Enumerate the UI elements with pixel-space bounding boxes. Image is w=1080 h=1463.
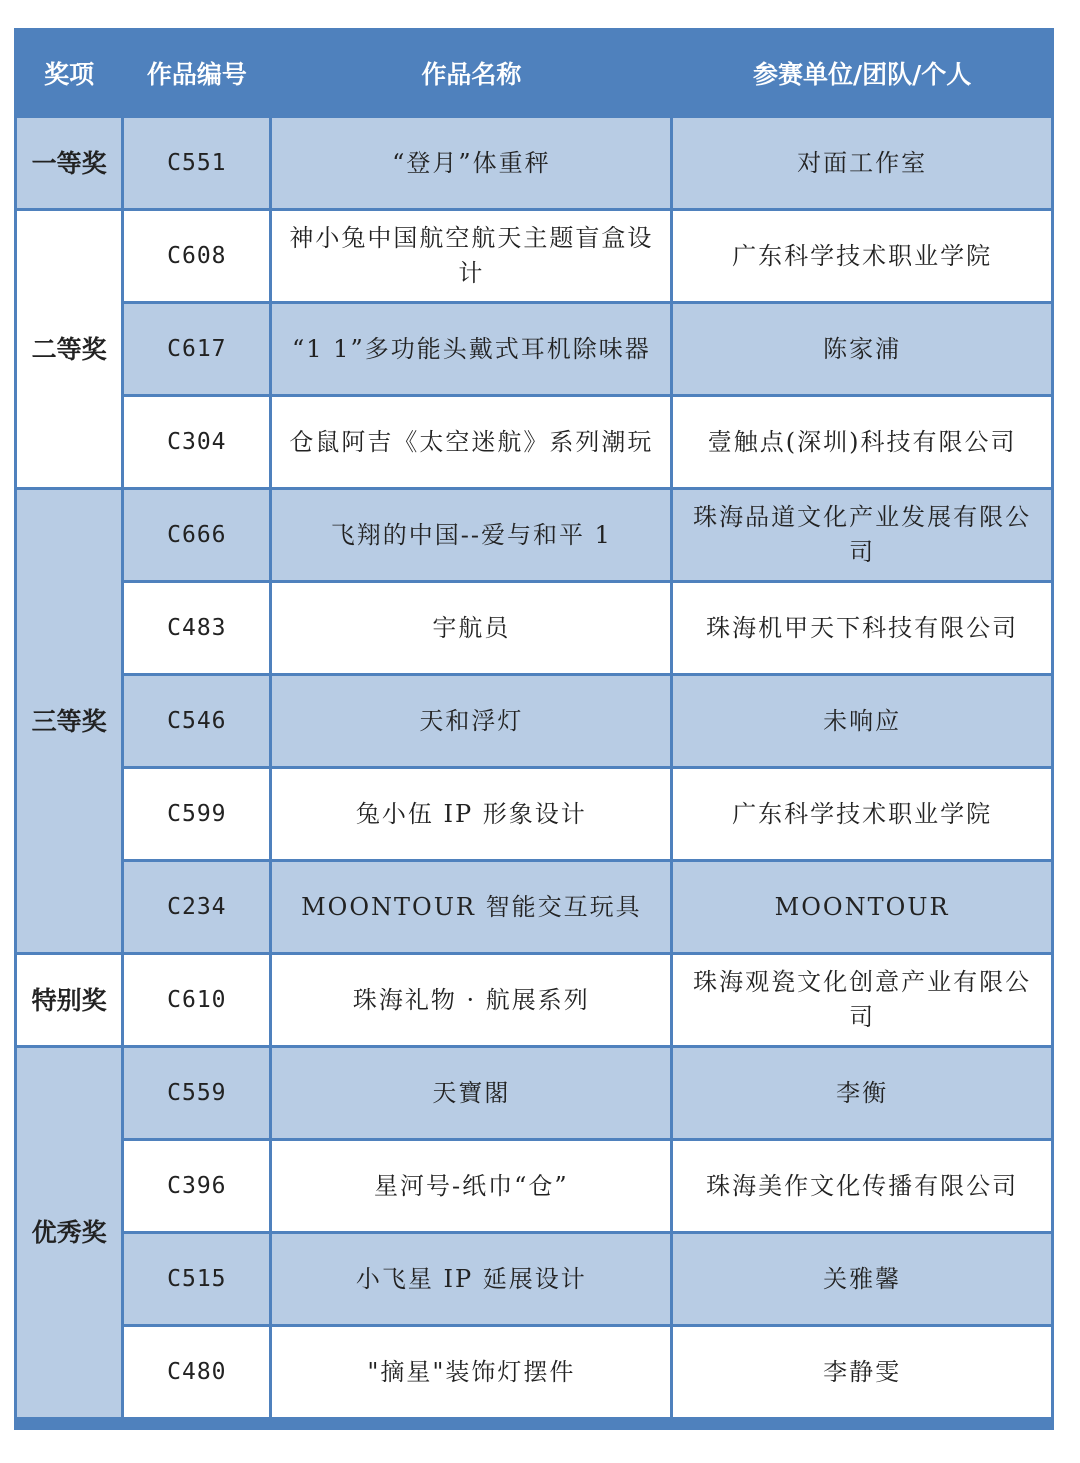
entrant: 对面工作室	[673, 118, 1051, 208]
table-body	[17, 118, 1051, 1417]
work-name: 天和浮灯	[272, 676, 670, 766]
entrant: 珠海品道文化产业发展有限公司	[673, 490, 1051, 580]
work-code: C617	[124, 304, 269, 394]
work-name: "摘星"装饰灯摆件	[272, 1327, 670, 1417]
header-name: 作品名称	[421, 60, 522, 89]
table-row	[17, 955, 1051, 1045]
work-name: 小飞星 IP 延展设计	[272, 1234, 670, 1324]
work-name: 飞翔的中国--爱与和平 1	[272, 490, 670, 580]
table-row	[17, 1327, 1051, 1417]
work-code: C559	[124, 1048, 269, 1138]
award-special: 特别奖	[17, 955, 121, 1045]
header-award: 奖项	[44, 60, 95, 89]
table-row	[17, 211, 1051, 301]
header-entrant: 参赛单位/团队/个人	[752, 60, 972, 89]
work-code: C546	[124, 676, 269, 766]
work-name: 兔小伍 IP 形象设计	[272, 769, 670, 859]
entrant: MOONTOUR	[673, 862, 1051, 952]
table-row	[17, 397, 1051, 487]
table-row	[17, 1234, 1051, 1324]
entrant: 广东科学技术职业学院	[673, 769, 1051, 859]
work-code: C608	[124, 211, 269, 301]
table-row	[17, 583, 1051, 673]
entrant: 李静雯	[673, 1327, 1051, 1417]
work-name: 星河号-纸巾“仓”	[272, 1141, 670, 1231]
work-name: 宇航员	[272, 583, 670, 673]
work-code: C666	[124, 490, 269, 580]
entrant: 关雅馨	[673, 1234, 1051, 1324]
work-name: MOONTOUR 智能交互玩具	[272, 862, 670, 952]
work-code: C599	[124, 769, 269, 859]
work-code: C551	[124, 118, 269, 208]
entrant: 壹触点(深圳)科技有限公司	[673, 397, 1051, 487]
table-row	[17, 304, 1051, 394]
work-code: C396	[124, 1141, 269, 1231]
work-name: 仓鼠阿吉《太空迷航》系列潮玩	[272, 397, 670, 487]
work-name: “1 1”多功能头戴式耳机除味器	[272, 304, 670, 394]
table-row	[17, 862, 1051, 952]
awards-table	[14, 28, 1054, 1420]
work-name: “登月”体重秤	[272, 118, 670, 208]
award-third: 三等奖	[17, 490, 121, 952]
work-name: 神小兔中国航空航天主题盲盒设计	[272, 211, 670, 301]
table-row	[17, 769, 1051, 859]
award-first: 一等奖	[17, 118, 121, 208]
award-second: 二等奖	[17, 211, 121, 487]
work-code: C234	[124, 862, 269, 952]
work-code: C480	[124, 1327, 269, 1417]
work-code: C610	[124, 955, 269, 1045]
entrant: 珠海机甲天下科技有限公司	[673, 583, 1051, 673]
work-code: C483	[124, 583, 269, 673]
table-row	[17, 676, 1051, 766]
entrant: 未响应	[673, 676, 1051, 766]
award-excellence: 优秀奖	[17, 1048, 121, 1417]
entrant: 珠海美作文化传播有限公司	[673, 1141, 1051, 1231]
work-code: C515	[124, 1234, 269, 1324]
work-name: 天寶閣	[272, 1048, 670, 1138]
header-code: 作品编号	[146, 60, 247, 89]
work-code: C304	[124, 397, 269, 487]
table-row	[17, 118, 1051, 208]
table-row	[17, 490, 1051, 580]
work-name: 珠海礼物 · 航展系列	[272, 955, 670, 1045]
entrant: 广东科学技术职业学院	[673, 211, 1051, 301]
entrant: 李衡	[673, 1048, 1051, 1138]
table-header	[17, 31, 1051, 115]
table-row	[17, 1048, 1051, 1138]
table-row	[17, 1141, 1051, 1231]
entrant: 陈家浦	[673, 304, 1051, 394]
entrant: 珠海观瓷文化创意产业有限公司	[673, 955, 1051, 1045]
